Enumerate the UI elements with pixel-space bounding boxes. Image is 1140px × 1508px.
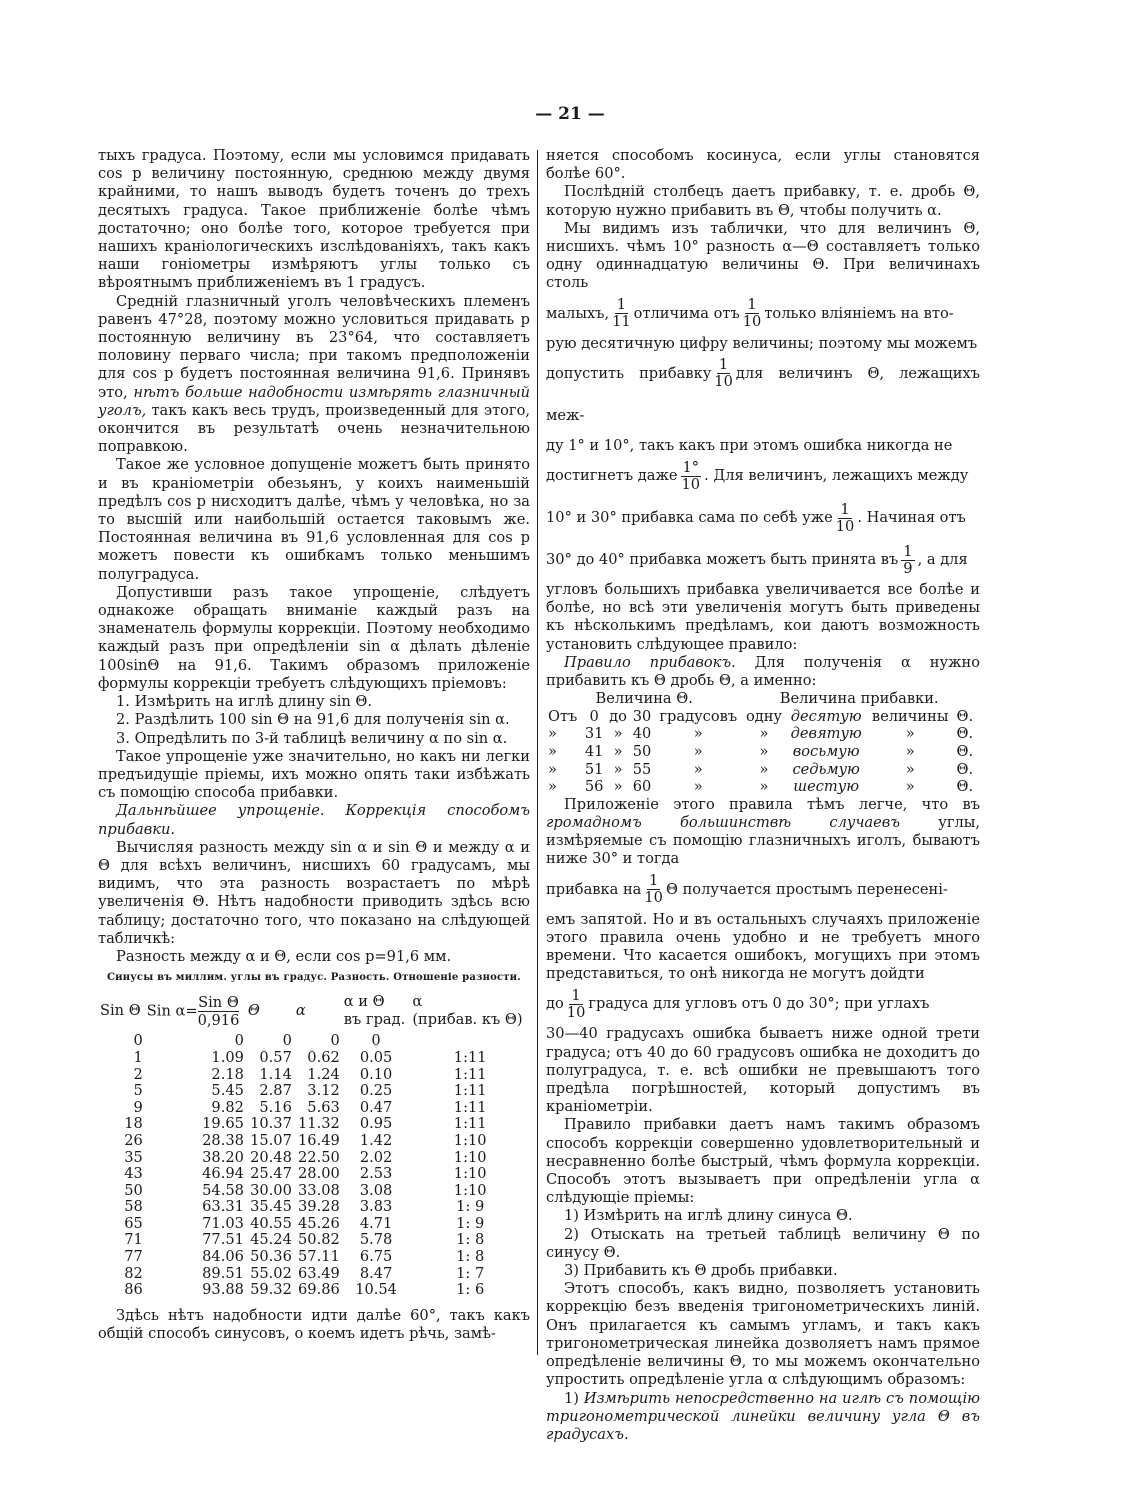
paragraph: ду 1° и 10°, такъ какъ при этомъ ошибка никогда не	[546, 436, 953, 454]
table-cell: 45.26	[298, 1214, 340, 1232]
table-cell: 5.63	[307, 1098, 340, 1116]
table-cell: 10.54	[355, 1281, 397, 1299]
section-heading: Дальнѣйшее упрощеніе. Коррекція способомъ прибавки.	[98, 802, 530, 838]
rule-cell: Θ.	[956, 725, 974, 743]
paragraph: Этотъ способъ, какъ видно, позволяетъ установить коррекцію безъ введенія тригонометрическихъ линій. Онъ прилагается къ самымъ угламъ, и такъ какъ тригонометрическая линейка дозволяетъ намъ прямое опредѣленіе величины Θ, то мы можемъ окончательно упростить опредѣленіе угла α слѣдующимъ образомъ:	[546, 1280, 980, 1389]
rule-cell: »	[905, 725, 915, 743]
paragraph: Такое же условное допущеніе можетъ быть принято и въ краніометріи обезьянъ, у коихъ наименьшій предѣлъ cos p нисходитъ далѣе, чѣмъ у человѣка, но за то высшій или наибольшій остается таковымъ же. Постоянная величина въ 91,6 условленная для cos p можетъ повести къ ошибкамъ только меньшимъ полуградуса.	[98, 456, 530, 583]
rule-header-value: Величина Θ.	[595, 690, 693, 708]
table-cell: 6.75	[359, 1248, 393, 1266]
table-cell: 0.05	[359, 1048, 393, 1066]
table-cell: 39.28	[298, 1198, 340, 1216]
rule-cell: »	[613, 778, 623, 796]
table-cell: 4.71	[359, 1214, 393, 1232]
rule-cell: 31	[584, 725, 604, 743]
table-cell: 50.82	[298, 1231, 340, 1249]
table-cell: 3.83	[359, 1198, 393, 1216]
fraction-line: прибавка на $\frac{1}{10}$ Θ получается простымъ перенесені-	[546, 872, 948, 907]
table-cell: 1:10	[453, 1165, 487, 1183]
table-cell: 59.32	[250, 1281, 292, 1299]
header-alpha: α	[295, 1002, 306, 1020]
table-cell: 1: 9	[456, 1214, 485, 1232]
table-row	[98, 1150, 530, 1167]
paragraph: Приложеніе этого правила тѣмъ легче, что въ громадномъ большинствѣ случаевъ углы, измѣряемые съ помощію глазничныхъ иголъ, бываютъ ниже 30° и тогда	[546, 795, 980, 868]
rule-cell: »	[548, 760, 557, 778]
rule-cell: девятую	[790, 725, 862, 743]
table-cell: 16.49	[298, 1131, 340, 1149]
fraction-line: 10° и 30° прибавка сама по себѣ уже $\frac{1}{10}$ . Начиная отъ	[546, 500, 966, 535]
table-row	[98, 1249, 530, 1266]
rule-cell: до	[609, 707, 627, 725]
rule-row	[546, 761, 976, 779]
table-cell: 69.86	[298, 1281, 340, 1299]
rule-cell: 0	[589, 707, 599, 725]
step-2: 2. Раздѣлить 100 sin Θ на 91,6 для полученія sin α.	[116, 711, 510, 729]
table-cell: 0	[234, 1032, 244, 1050]
table-cell: 1.09	[211, 1048, 244, 1066]
rule-cell: десятую	[790, 707, 862, 725]
table-cell: 1: 8	[456, 1248, 485, 1266]
table-cell: 22.50	[298, 1148, 340, 1166]
table-cell: 84.06	[202, 1248, 244, 1266]
rule-cell: 40	[632, 725, 652, 743]
paragraph: Такое упрощеніе уже значительно, но какъ ни легки предъидущіе пріемы, ихъ можно опять таки избѣжать съ помощію способа прибавки.	[98, 747, 530, 802]
rule-cell: »	[759, 725, 769, 743]
table-cell: 1:10	[453, 1181, 487, 1199]
fraction-line: достигнетъ даже $\frac{1^\circ}{10}$ . Для величинъ, лежащихъ между	[546, 458, 969, 493]
rule-header-addition: Величина прибавки.	[779, 690, 939, 708]
table-cell: 0.10	[359, 1065, 393, 1083]
table-cell: 86	[124, 1281, 143, 1299]
paragraph: Здѣсь нѣтъ надобности идти далѣе 60°, такъ какъ общій способъ синусовъ, о коемъ идетъ рѣчь, замѣ-	[98, 1306, 530, 1343]
table-cell: 54.58	[202, 1181, 244, 1199]
paragraph: тыхъ градуса. Поэтому, если мы условимся придавать cos p величину постоянную, среднюю между двумя крайними, то нашъ выводъ будетъ точенъ до трехъ десятыхъ градуса. Такое приближеніе болѣе чѣмъ достаточно; оно болѣе того, которое требуется при нашихъ краніологическихъ изслѣдованіяхъ, такъ какъ наши гоніометры измѣряютъ углы только съ вѣроятнымъ приближеніемъ въ 1 градусъ.	[98, 147, 530, 292]
table-cell: 50	[124, 1181, 143, 1199]
table-cell: 1	[133, 1048, 143, 1066]
header-sin-theta: Sin Θ	[100, 1002, 141, 1020]
table-cell: 1: 7	[456, 1264, 485, 1282]
rule-cell: »	[905, 778, 915, 796]
rule-cell: »	[759, 760, 769, 778]
table-cell: 71.03	[202, 1214, 244, 1232]
paragraph: Мы видимъ изъ таблички, что для величинъ Θ, нисшихъ. чѣмъ 10° разность α—Θ составляетъ только одну одиннадцатую величины Θ. При величинахъ столь	[546, 219, 980, 292]
step-1: 1. Измѣрить на иглѣ длину sin Θ.	[116, 693, 373, 711]
table-row	[98, 1116, 530, 1133]
rule-row	[546, 708, 976, 726]
fraction-line: малыхъ, $\frac{1}{11}$ отличима отъ $\frac{1}{10}$ только вліяніемъ на вто-	[546, 296, 954, 331]
column-divider	[537, 150, 538, 1355]
table-cell: 65	[124, 1214, 143, 1232]
table-cell: 0.95	[359, 1115, 393, 1133]
table-cell: 93.88	[202, 1281, 244, 1299]
table-cell: 5.78	[359, 1231, 393, 1249]
rule-cell: 41	[584, 743, 604, 761]
rule-cell: 60	[632, 778, 652, 796]
table-cell: 82	[124, 1264, 143, 1282]
rule-cell: »	[693, 760, 703, 778]
table-cell: 77	[124, 1248, 143, 1266]
table-cell: 9.82	[211, 1098, 244, 1116]
difference-table	[98, 989, 530, 1299]
table-cell: 0	[282, 1032, 292, 1050]
table-row	[98, 1050, 530, 1067]
rule-cell: Отъ	[548, 707, 578, 725]
table-cell: 35.45	[250, 1198, 292, 1216]
paragraph: угловъ большихъ прибавка увеличивается все болѣе и болѣе, но всѣ эти увеличенія могутъ быть приведены къ нѣсколькимъ предѣламъ, кои даютъ возможность установить слѣдующее правило:	[546, 581, 980, 653]
table-row	[98, 1232, 530, 1249]
table-cell: 0	[330, 1032, 340, 1050]
table-cell: 1.42	[359, 1131, 393, 1149]
paragraph: Вычисляя разность между sin α и sin Θ и между α и Θ для всѣхъ величинъ, нисшихъ 60 градусамъ, мы видимъ, что эта разность возрастаетъ по мѣрѣ увеличенія Θ. Нѣтъ надобности приводить здѣсь всю таблицу; достаточно того, что показано на слѣдующей табличкѣ:	[98, 838, 530, 947]
table-cell: 28.00	[298, 1165, 340, 1183]
table-cell: 15.07	[250, 1131, 292, 1149]
table-cell: 1:11	[453, 1098, 487, 1116]
table-cell: 63.31	[202, 1198, 244, 1216]
table-cell: 0.25	[359, 1082, 393, 1100]
rule-cell: »	[693, 743, 703, 761]
rule-cell: »	[759, 743, 769, 761]
table-cell: 1.24	[307, 1065, 340, 1083]
table-cell: 2.18	[211, 1065, 244, 1083]
rule-cell: одну	[745, 707, 783, 725]
table-cell: 58	[124, 1198, 143, 1216]
table-row	[98, 1183, 530, 1200]
left-column	[98, 147, 530, 1343]
paragraph: Допустивши разъ такое упрощеніе, слѣдуетъ однакоже обращать вниманіе каждый разъ на знаменатель формулы коррекціи. Поэтому необходимо каждый разъ при опредѣленіи sin α дѣлать дѣленіе 100sinΘ на 91,6. Такимъ образомъ приложеніе формулы коррекціи требуетъ слѣдующихъ пріемовъ:	[98, 583, 530, 692]
table-cell: 2.02	[359, 1148, 393, 1166]
step-1: 1) Измѣрить на иглѣ длину синуса Θ.	[564, 1207, 853, 1225]
right-column	[546, 147, 980, 1444]
table-cell: 5.45	[211, 1082, 244, 1100]
rule-cell: »	[613, 760, 623, 778]
table-cell: 35	[124, 1148, 143, 1166]
rule-cell: величины	[871, 707, 949, 725]
table-cell: 3.12	[307, 1082, 340, 1100]
header-ratio: α (прибав. къ Θ)	[412, 993, 523, 1029]
table-cell: 1.14	[259, 1065, 292, 1083]
table-cell: 0	[133, 1032, 143, 1050]
table-cell: 20.48	[250, 1148, 292, 1166]
table-row	[98, 1266, 530, 1283]
table-cell: 2	[133, 1065, 143, 1083]
rule-cell: 55	[632, 760, 652, 778]
paragraph: емъ запятой. Но и въ остальныхъ случаяхъ приложеніе этого правила очень удобно и не требуетъ много времени. Что касается ошибокъ, могущихъ при этомъ представиться, то онѣ никогда не могутъ дойдти	[546, 910, 980, 983]
table-cell: 0.62	[307, 1048, 340, 1066]
fraction-line: до $\frac{1}{10}$ градуса для угловъ отъ 0 до 30°; при углахъ	[546, 986, 930, 1021]
step-3: 3) Прибавить къ Θ дробь прибавки.	[564, 1262, 838, 1280]
table-row	[98, 1100, 530, 1117]
rule-cell: Θ.	[956, 760, 974, 778]
rule-cell: »	[693, 725, 703, 743]
table-cell: 28.38	[202, 1131, 244, 1149]
rule-row	[546, 778, 976, 796]
rule-cell: 30	[632, 707, 652, 725]
table-row	[98, 1216, 530, 1233]
rule-row	[546, 743, 976, 761]
table-row	[98, 1067, 530, 1084]
table-cell: 0.47	[359, 1098, 393, 1116]
table-cell: 57.11	[298, 1248, 340, 1266]
table-cell: 1: 8	[456, 1231, 485, 1249]
rule-cell: »	[759, 778, 769, 796]
fraction-line: 30° до 40° прибавка можетъ быть принята въ $\frac{1}{9}$ , а для	[546, 542, 968, 577]
rule-row	[546, 725, 976, 743]
table-cell: 11.32	[298, 1115, 340, 1133]
table-cell: 0.57	[259, 1048, 292, 1066]
table-row	[98, 1166, 530, 1183]
table-cell: 38.20	[202, 1148, 244, 1166]
table-cell: 1:11	[453, 1065, 487, 1083]
rule-cell: »	[548, 778, 557, 796]
table-cell: 46.94	[202, 1165, 244, 1183]
rule-cell: Θ.	[956, 778, 974, 796]
rule-cell: градусовъ	[659, 707, 738, 725]
table-cell: 1:10	[453, 1148, 487, 1166]
table-cell: 30.00	[250, 1181, 292, 1199]
table-cell: 9	[133, 1098, 143, 1116]
table-cell: 45.24	[250, 1231, 292, 1249]
table-cell: 5.16	[259, 1098, 292, 1116]
rule-cell: »	[693, 778, 703, 796]
table-cell: 63.49	[298, 1264, 340, 1282]
rule-cell: 50	[632, 743, 652, 761]
table-cell: 1:11	[453, 1082, 487, 1100]
step-3: 3. Опредѣлить по 3-й таблицѣ величину α по sin α.	[116, 729, 508, 747]
table-cell: 71	[124, 1231, 143, 1249]
table-row	[98, 1133, 530, 1150]
paragraph: няется способомъ косинуса, если углы становятся болѣе 60°.	[546, 147, 980, 183]
table-cell	[410, 1033, 530, 1050]
rule-cell: »	[905, 743, 915, 761]
header-sin-alpha: Sin α= Sin Θ 0,916	[146, 993, 240, 1029]
table-cell: 3.08	[359, 1181, 393, 1199]
table-cell: 33.08	[298, 1181, 340, 1199]
table-cell: 10.37	[250, 1115, 292, 1133]
step-2: 2) Отыскать на третьей таблицѣ величину Θ по синусу Θ.	[546, 1225, 980, 1261]
fraction-line: допустить прибавку $\frac{1}{10}$ для величинъ Θ, лежащихъ меж-	[546, 356, 980, 424]
table-cell: 55.02	[250, 1264, 292, 1282]
paragraph: 1) Измѣрить непосредственно на иглѣ съ помощію тригонометрической линейки величину угла Θ въ градусахъ.	[546, 1389, 980, 1443]
paragraph: рую десятичную цифру величины; поэтому мы можемъ	[546, 334, 978, 352]
table-cell: 0	[371, 1032, 381, 1050]
table-cell: 89.51	[202, 1264, 244, 1282]
rule-cell: »	[613, 743, 623, 761]
table-cell: 1:11	[453, 1048, 487, 1066]
table-cell: 77.51	[202, 1231, 244, 1249]
table-cell: 1: 6	[456, 1281, 485, 1299]
rule-cell: Θ.	[956, 743, 974, 761]
paragraph: 30—40 градусахъ ошибка бываетъ ниже одной трети градуса; отъ 40 до 60 градусовъ ошибка не доходитъ до полуградуса, т. е. всѣ ошибки не превышаютъ того предѣла погрѣшностей, который допустимъ въ краніометріи.	[546, 1025, 980, 1116]
rule-cell: 56	[584, 778, 604, 796]
table-cell: 5	[133, 1082, 143, 1100]
paragraph: Правило прибавки даетъ намъ такимъ образомъ способъ коррекціи совершенно удовлетворительный и несравненно болѣе быстрый, чѣмъ формула коррекціи. Способъ этотъ вызываетъ при опредѣленіи угла α слѣдующіе пріемы:	[546, 1116, 980, 1207]
rule-cell: шестую	[793, 778, 860, 796]
rule-cell: »	[613, 725, 623, 743]
rule-cell: »	[905, 760, 915, 778]
paragraph: Средній глазничный уголъ человѣческихъ племенъ равенъ 47°28, поэтому можно условиться придавать p постоянную величину въ 23°64, что составляетъ половину перваго числа; при такомъ предположеніи для cos p будетъ постоянная величина 91,6. Принявъ это, нѣтъ больше надобности измѣрять глазничный уголъ, такъ какъ весь трудъ, произведенный для этого, окончится въ результатѣ очень незначительною поправкою.	[98, 292, 530, 456]
rule-table	[546, 690, 976, 796]
table-row	[98, 1033, 530, 1050]
page-number: — 21 —	[535, 104, 605, 124]
table-cell: 26	[124, 1131, 143, 1149]
table-cell: 2.87	[259, 1082, 292, 1100]
header-theta: Θ	[247, 1002, 260, 1020]
table-title: Разность между α и Θ, если cos p=91,6 мм.	[116, 947, 452, 965]
table-cell: 50.36	[250, 1248, 292, 1266]
table-cell: 18	[124, 1115, 143, 1133]
rule-paragraph: Правило прибавокъ. Для полученія α нужно прибавить къ Θ дробь Θ, а именно:	[546, 653, 981, 690]
table-cell: 8.47	[359, 1264, 393, 1282]
rule-cell: восьмую	[792, 743, 860, 761]
table-cell: 1:10	[453, 1131, 487, 1149]
rule-cell: седьмую	[792, 760, 860, 778]
table-cell: 2.53	[359, 1165, 393, 1183]
rule-cell: Θ.	[956, 707, 974, 725]
rule-cell: »	[548, 725, 557, 743]
table-cell: 40.55	[250, 1214, 292, 1232]
rule-cell: 51	[584, 760, 604, 778]
header-difference: α и Θ въ град.	[343, 993, 406, 1029]
table-row	[98, 1083, 530, 1100]
table-cell: 19.65	[202, 1115, 244, 1133]
table-row	[98, 1199, 530, 1216]
table-row	[98, 1282, 530, 1299]
table-cell: 1:11	[453, 1115, 487, 1133]
table-cell: 25.47	[250, 1165, 292, 1183]
table-cell: 1: 9	[456, 1198, 485, 1216]
rule-cell: »	[548, 743, 557, 761]
table-cell: 43	[124, 1165, 143, 1183]
paragraph: Послѣдній столбецъ даетъ прибавку, т. е. дробь Θ, которую нужно прибавить въ Θ, чтобы получить α.	[546, 183, 980, 219]
table-caption: Синусы въ миллим. углы въ градус. Разность. Отношеніе разности.	[107, 972, 521, 984]
